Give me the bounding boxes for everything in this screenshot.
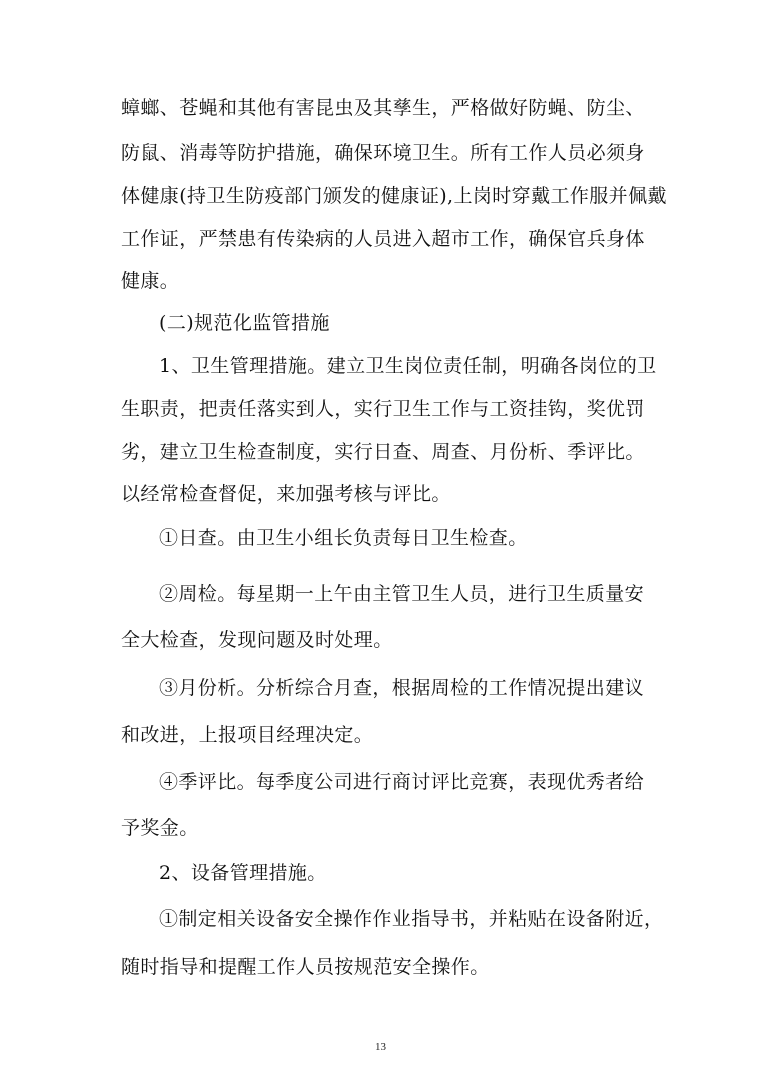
text-line: 工作证，严禁患有传染病的人员进入超市工作，确保官兵身体 xyxy=(121,228,645,250)
text-line: 随时指导和提醒工作人员按规范安全操作。 xyxy=(121,956,490,978)
text-line: 以经常检查督促，来加强考核与评比。 xyxy=(121,483,451,505)
text-line: 予奖金。 xyxy=(121,817,199,839)
text-line: ①制定相关设备安全操作作业指导书，并粘贴在设备附近， xyxy=(159,908,664,930)
section-heading: (二)规范化监管措施 xyxy=(159,312,330,334)
text-line: 生职责，把责任落实到人，实行卫生工作与工资挂钩，奖优罚 xyxy=(121,398,645,420)
text-line: 劣，建立卫生检查制度，实行日查、周查、月份析、季评比。 xyxy=(121,441,645,463)
text-line: ④季评比。每季度公司进行商讨评比竞赛，表现优秀者给 xyxy=(159,771,645,793)
text-line: ③月份析。分析综合月查，根据周检的工作情况提出建议 xyxy=(159,677,645,699)
text-line: 健康。 xyxy=(121,270,180,292)
text-line: 1、卫生管理措施。建立卫生岗位责任制，明确各岗位的卫 xyxy=(159,355,657,377)
page-number: 13 xyxy=(375,1041,386,1053)
text-line: 防鼠、消毒等防护措施，确保环境卫生。所有工作人员必须身 xyxy=(121,142,645,164)
text-line: 体健康(持卫生防疫部门颁发的健康证),上岗时穿戴工作服并佩戴 xyxy=(121,185,667,207)
text-line: ①日查。由卫生小组长负责每日卫生检查。 xyxy=(159,527,528,549)
text-line: 和改进，上报项目经理决定。 xyxy=(121,724,374,746)
text-line: ②周检。每星期一上午由主管卫生人员，进行卫生质量安 xyxy=(159,583,645,605)
text-line: 蟑螂、苍蝇和其他有害昆虫及其孳生，严格做好防蝇、防尘、 xyxy=(121,97,645,119)
text-line: 2、设备管理措施。 xyxy=(159,862,327,884)
text-line: 全大检查，发现问题及时处理。 xyxy=(121,629,393,651)
